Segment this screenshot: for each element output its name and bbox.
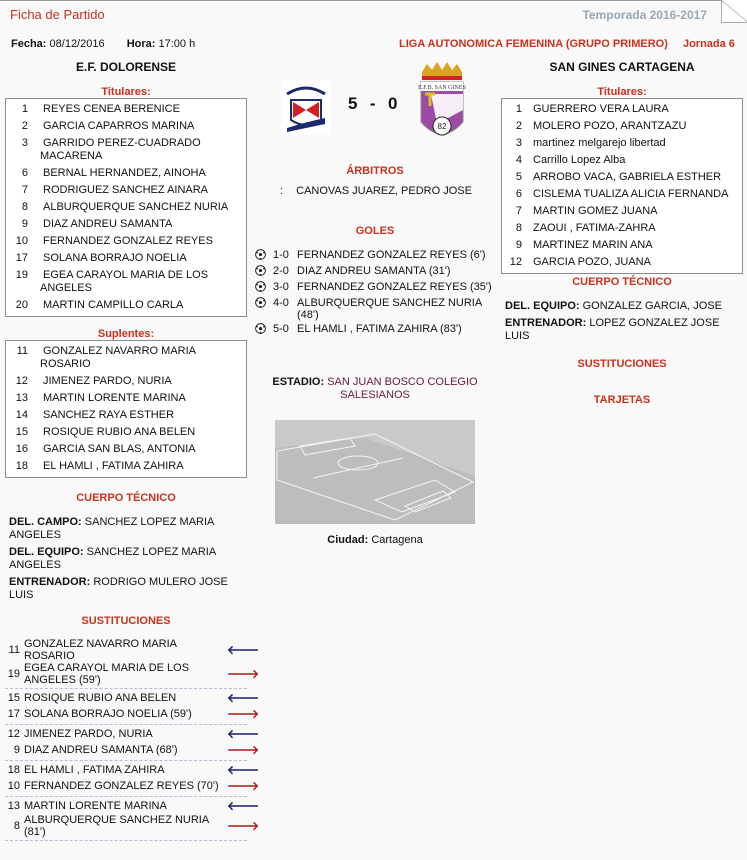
player-number: 16 [15,443,28,455]
league-info [399,38,735,50]
city-name: Cartagena [371,534,423,546]
player-row [6,390,246,407]
sub-out-number: 9 [13,744,20,756]
player-row [6,250,246,267]
player-name: EGEA CARAYOL MARIA DE LOS ANGELES [40,269,209,294]
player-name: ALBURQUERQUE SANCHEZ NURIA [43,201,229,213]
sub-out-number: 10 [7,780,20,792]
referee-separator: : [280,185,284,197]
soccer-ball-icon [255,281,269,295]
goal-scorer: EL HAMLI , FATIMA ZAHIRA (83') [297,323,462,335]
arrow-right-icon: 🡒 [227,779,260,793]
away-staff-list [501,300,743,343]
away-starters-list [501,98,743,274]
player-name: MARTIN CAMPILLO CARLA [43,299,184,311]
player-name: CISLEMA TUALIZA ALICIA FERNANDA [533,188,729,200]
arrow-left-icon: 🡐 [227,691,260,705]
goals-title: GOLES [355,225,395,237]
staff-row [9,576,247,602]
player-number: 12 [509,256,522,268]
sub-in-number: 18 [7,764,20,776]
staff-row [505,317,743,343]
staff-name: RODRIGO MULERO JOSE LUIS [9,576,228,601]
player-name: GARCIA POZO, JUANA [533,256,651,268]
city-info [255,534,495,546]
sub-in-number: 11 [8,644,20,656]
goal-row [255,323,495,337]
goal-score: 1-0 [273,249,289,261]
staff-row [9,546,247,572]
player-name: GUERRERO VERA LAURA [533,103,669,115]
staff-role: ENTRENADOR: [9,576,91,588]
sub-in-row [5,638,260,662]
player-row [502,254,742,271]
sub-in-name: ROSIQUE RUBIO ANA BELEN [24,692,177,704]
sub-out-number: 19 [7,668,20,680]
player-number: 15 [15,426,28,438]
player-row [6,458,246,475]
away-team-name: SAN GINES CARTAGENA [549,60,695,74]
staff-row [505,300,743,313]
player-number: 1 [21,103,28,115]
sub-out-name: FERNANDEZ GONZALEZ REYES (70') [24,780,219,792]
player-number: 7 [515,205,522,217]
staff-name: LOPEZ GONZALEZ JOSE LUIS [505,317,720,342]
player-row [6,182,246,199]
player-number: 1 [515,103,522,115]
player-row [502,135,742,152]
sub-out-name: SOLANA BORRAJO NOELIA (59') [24,708,192,720]
sub-out-name: ALBURQUERQUE SANCHEZ NURIA (81') [24,814,209,838]
arrow-right-icon: 🡒 [227,743,260,757]
player-name: BERNAL HERNANDEZ, AINOHA [43,167,206,179]
sub-in-name: GONZALEZ NAVARRO MARIA ROSARIO [24,638,177,662]
staff-name: SANCHEZ LOPEZ MARIA ANGELES [9,516,214,541]
arrow-right-icon: 🡒 [227,667,260,681]
player-name: martinez melgarejo libertad [533,137,666,149]
player-row [502,220,742,237]
substitution-entry [5,637,260,689]
away-substitutions-title: SUSTITUCIONES [577,358,667,370]
svg-text:E.F.B. SAN GINES: E.F.B. SAN GINES [418,85,466,91]
player-name: MARTIN LORENTE MARINA [43,392,186,404]
goal-score: 5-0 [273,323,289,335]
player-row [6,118,246,135]
staff-role: DEL. CAMPO: [9,516,82,528]
player-row [6,216,246,233]
scoreboard [255,58,495,153]
player-number: 20 [15,299,28,311]
substitution-entry [5,725,260,761]
player-number: 13 [15,392,28,404]
player-name: GARRIDO PEREZ-CUADRADO MACARENA [40,137,201,162]
player-number: 10 [15,235,28,247]
home-team-column [5,58,260,841]
player-number: 9 [515,239,522,251]
player-number: 6 [21,167,28,179]
staff-role: DEL. EQUIPO: [505,300,580,312]
away-staff-title: CUERPO TÉCNICO [572,276,672,288]
sub-out-row [5,706,260,722]
sub-in-number: 13 [7,800,20,812]
player-name: SOLANA BORRAJO NOELIA [43,252,187,264]
sub-in-row [5,690,260,706]
sub-in-name: JIMENEZ PARDO, NURIA [24,728,153,740]
substitution-entry [5,797,260,841]
player-name: RODRIGUEZ SANCHEZ AINARA [43,184,209,196]
player-number: 14 [15,409,28,421]
arrow-right-icon: 🡒 [227,707,260,721]
player-name: REYES CENEA BERENICE [43,103,180,115]
sub-in-row [5,726,260,742]
player-number: 18 [15,460,28,472]
arrow-left-icon: 🡐 [227,643,260,657]
page-fold-corner [721,0,747,23]
arrow-left-icon: 🡐 [227,763,260,777]
goals-list [255,249,495,337]
player-row [502,169,742,186]
sub-in-name: EL HAMLI , FATIMA ZAHIRA [24,764,165,776]
staff-row [9,516,247,542]
player-name: DIAZ ANDREU SAMANTA [43,218,173,230]
stadium-name[interactable]: SAN JUAN BOSCO COLEGIO SALESIANOS [327,376,478,401]
player-row [502,118,742,135]
substitution-entry [5,761,260,797]
arrow-left-icon: 🡐 [227,799,260,813]
home-starters-list [5,98,247,317]
home-substitutions-title: SUSTITUCIONES [81,615,171,627]
sub-in-number: 15 [7,692,20,704]
goal-row [255,297,495,321]
staff-name: GONZALEZ GARCIA, JOSE [582,300,722,312]
player-name: MOLERO POZO, ARANTZAZU [533,120,687,132]
referees-title: ÁRBITROS [346,165,404,177]
player-number: 11 [16,345,28,357]
player-name: FERNANDEZ GONZALEZ REYES [43,235,213,247]
match-column [255,58,495,546]
time-label: Hora: [126,38,156,50]
soccer-ball-icon [255,265,269,279]
player-number: 12 [15,375,28,387]
sub-in-number: 12 [7,728,20,740]
referee-row [255,185,495,198]
player-number: 3 [21,137,28,149]
player-name: SANCHEZ RAYA ESTHER [43,409,175,421]
player-name: Carrillo Lopez Alba [533,154,626,166]
player-row [502,237,742,254]
stadium-info [255,376,495,402]
substitution-entry [5,689,260,725]
player-row [6,297,246,314]
player-name: GARCIA CAPARROS MARINA [43,120,195,132]
soccer-ball-icon [255,297,269,321]
player-row [6,165,246,182]
goal-scorer: FERNANDEZ GONZALEZ REYES (6') [297,249,486,261]
staff-name: SANCHEZ LOPEZ MARIA ANGELES [9,546,216,571]
player-row [6,199,246,216]
player-name: GARCIA SAN BLAS, ANTONIA [43,443,196,455]
player-row [502,152,742,169]
player-number: 9 [21,218,28,230]
soccer-ball-icon [255,249,269,263]
player-row [6,101,246,118]
svg-text:82: 82 [437,122,447,131]
player-number: 7 [21,184,28,196]
player-row [6,135,246,165]
player-number: 5 [515,171,522,183]
jornada: Jornada 6 [682,38,735,50]
away-team-column [501,58,743,406]
player-name: MARTIN GOMEZ JUANA [533,205,658,217]
home-bench-list [5,340,247,478]
player-name: MARTINEZ MARIN ANA [533,239,653,251]
player-number: 6 [515,188,522,200]
sub-in-row [5,798,260,814]
sub-out-row [5,662,260,686]
stadium-label: ESTADIO: [272,376,325,388]
home-subs-bench-title: Suplentes: [97,328,155,340]
staff-role: ENTRENADOR: [505,317,587,329]
player-row [6,424,246,441]
player-name: EL HAMLI , FATIMA ZAHIRA [43,460,184,472]
home-staff-list [5,516,247,602]
home-crest-logo [281,80,331,135]
svg-text:CARTAGENA: CARTAGENA [428,135,456,140]
city-label: Ciudad: [327,534,369,546]
player-number: 3 [515,137,522,149]
player-name: GONZALEZ NAVARRO MARIA ROSARIO [40,345,196,370]
player-name: ROSIQUE RUBIO ANA BELEN [43,426,196,438]
date-label: Fecha: [11,38,47,50]
away-starters-title: Titulares: [597,86,647,98]
match-score: 5 - 0 [348,94,399,113]
player-row [6,407,246,424]
date-value: 08/12/2016 [49,38,105,50]
home-team-name: E.F. DOLORENSE [75,60,176,74]
sub-out-name: DIAZ ANDREU SAMANTA (68') [24,744,178,756]
goal-row [255,265,495,279]
player-number: 2 [515,120,522,132]
referee-name: CANOVAS JUAREZ, PEDRO JOSE [296,185,472,197]
goal-row [255,281,495,295]
player-number: 8 [515,222,522,234]
sub-out-row [5,742,260,758]
sub-out-row [5,814,260,838]
player-row [6,233,246,250]
goal-score: 4-0 [273,297,289,309]
staff-role: DEL. EQUIPO: [9,546,84,558]
league-name: LIGA AUTONOMICA FEMENINA (GRUPO PRIMERO) [399,38,668,50]
player-row [502,186,742,203]
away-crest-logo [417,60,467,148]
match-datetime [11,38,195,50]
player-number: 17 [15,252,28,264]
arrow-left-icon: 🡐 [227,727,260,741]
player-row [6,441,246,458]
goal-scorer: FERNANDEZ GONZALEZ REYES (35') [297,281,492,293]
time-value: 17:00 h [158,38,196,50]
stadium-field-image [275,420,475,524]
player-number: 2 [21,120,28,132]
player-row [6,373,246,390]
goal-scorer: DIAZ ANDREU SAMANTA (31') [297,265,451,277]
goal-scorer: ALBURQUERQUE SANCHEZ NURIA (48') [297,297,482,321]
home-staff-title: CUERPO TÉCNICO [76,492,176,504]
soccer-ball-icon [255,323,269,337]
player-number: 19 [15,269,28,281]
goal-score: 3-0 [273,281,289,293]
goal-row [255,249,495,263]
page-title: Ficha de Partido [10,7,105,22]
home-substitutions-list [5,637,260,841]
home-starters-title: Titulares: [101,86,151,98]
sub-in-row [5,762,260,778]
sub-out-number: 17 [7,708,20,720]
sub-in-name: MARTIN LORENTE MARINA [24,800,167,812]
away-cards-title: TARJETAS [593,394,651,406]
player-number: 8 [21,201,28,213]
sub-out-number: 8 [13,820,20,832]
player-number: 4 [515,154,522,166]
player-row [502,101,742,118]
player-name: ZAOUI , FATIMA-ZAHRA [533,222,656,234]
sub-out-row [5,778,260,794]
season-label: Temporada 2016-2017 [582,8,707,22]
player-row [502,203,742,220]
player-row [6,267,246,297]
sub-out-name: EGEA CARAYOL MARIA DE LOS ANGELES (59') [24,662,190,686]
goal-score: 2-0 [273,265,289,277]
arrow-right-icon: 🡒 [227,819,260,833]
player-row [6,343,246,373]
player-name: JIMENEZ PARDO, NURIA [43,375,172,387]
player-name: ARROBO VACA, GABRIELA ESTHER [533,171,722,183]
